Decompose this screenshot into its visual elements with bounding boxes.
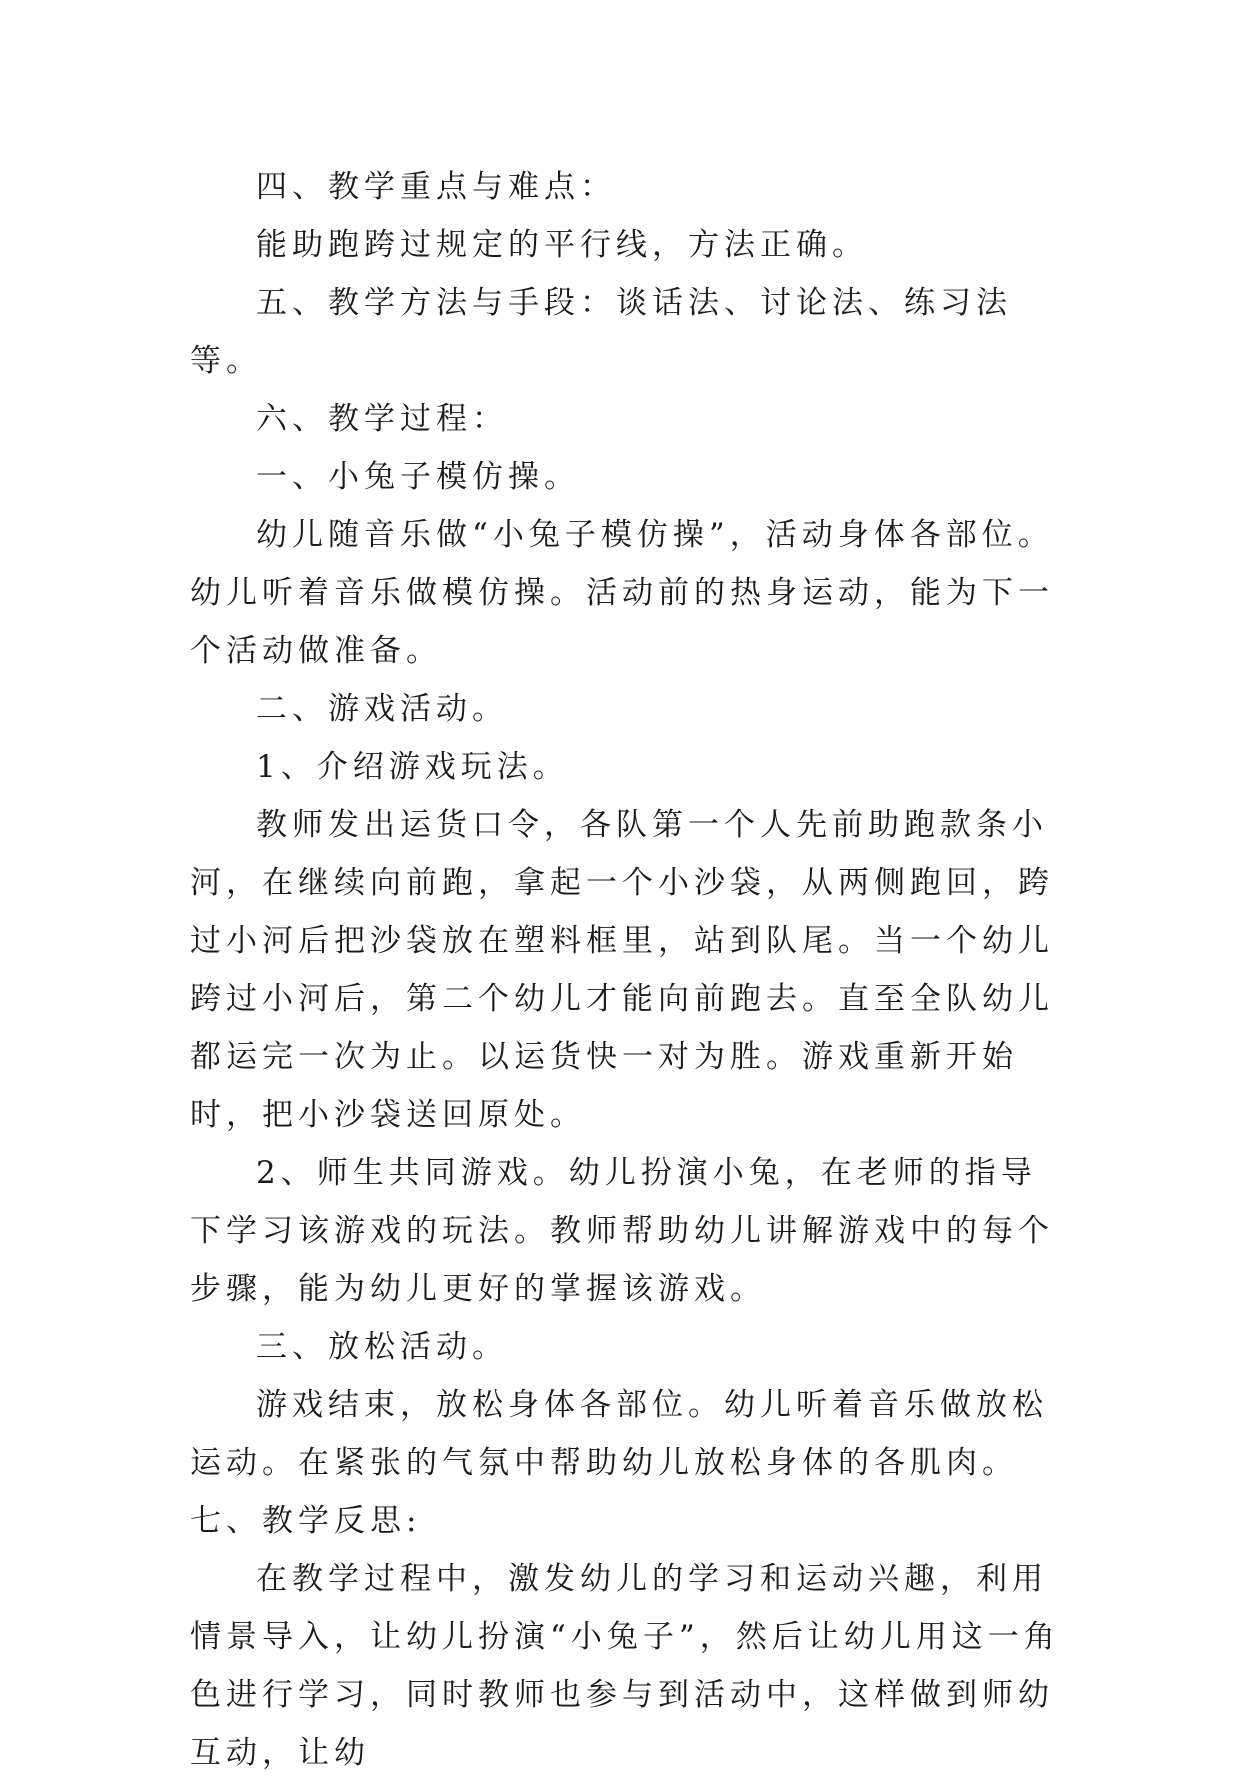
paragraph: 游戏结束，放松身体各部位。幼儿听着音乐做放松运动。在紧张的气氛中帮助幼儿放松身体的各肌肉。七、教学反思: [190, 1387, 1048, 1539]
paragraph: 在教学过程中，激发幼儿的学习和运动兴趣，利用情景导入，让幼儿扮演“小兔子”，然后让幼儿用这一角色进行学习，同时教师也参与到活动中，这样做到师幼互动，让幼 [190, 1561, 1060, 1771]
document-body [190, 158, 1070, 1782]
paragraph: 幼儿随音乐做“小兔子模仿操”，活动身体各部位。幼儿听着音乐做模仿操。活动前的热身运动，能为下一个活动做准备。 [190, 517, 1054, 669]
paragraph: 能助跑跨过规定的平行线，方法正确。 [256, 227, 868, 263]
paragraph-heading-6: 六、教学过程： [256, 401, 508, 437]
paragraph-subheading-3: 三、放松活动。 [256, 1329, 508, 1365]
paragraph-item-2: 2、师生共同游戏。幼儿扮演小兔，在老师的指导下学习该游戏的玩法。教师帮助幼儿讲解游戏中的每个步骤，能为幼儿更好的掌握该游戏。 [190, 1155, 1054, 1307]
paragraph-subheading-2: 二、游戏活动。 [256, 691, 508, 727]
paragraph-heading-5: 五、教学方法与手段：谈话法、讨论法、练习法等。 [190, 285, 1012, 379]
paragraph-heading-4: 四、教学重点与难点： [256, 169, 616, 205]
paragraph-item-1: 1、介绍游戏玩法。 [256, 749, 569, 785]
paragraph: 教师发出运货口令，各队第一个人先前助跑款条小河，在继续向前跑，拿起一个小沙袋，从两侧跑回，跨过小河后把沙袋放在塑料框里，站到队尾。当一个幼儿跨过小河后，第二个幼儿才能向前跑去。直至全队幼儿都运完一次为止。以运货快一对为胜。游戏重新开始时，把小沙袋送回原处。 [190, 807, 1054, 1133]
paragraph-subheading-1: 一、小兔子模仿操。 [256, 459, 580, 495]
